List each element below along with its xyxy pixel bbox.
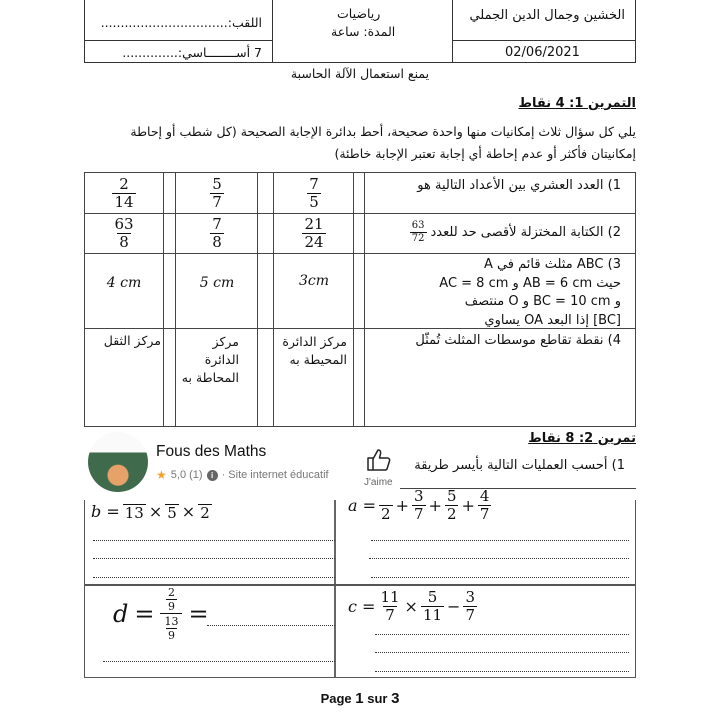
divider	[85, 40, 272, 41]
expression-a: a = 2 + $\frac{3}{7}$ + $\frac{5}{2}$ + $\frac{4}{7}$	[348, 486, 490, 523]
exercise1-instructions-2: إمكانيتان فأكثر أو عدم إحاطة أي إجابة تعتبر الإجابة خاطئة)	[334, 146, 636, 161]
divider	[452, 0, 453, 62]
page-name[interactable]: Fous des Maths	[156, 443, 267, 460]
school-name: الخشين وجمال الدين الجملي	[469, 8, 625, 23]
option-1b[interactable]: $\frac{5}{7}$	[212, 174, 222, 211]
exercise2-title: تمرين 2: 8 نقاط	[528, 431, 636, 446]
option-3b[interactable]: 5 cm	[199, 275, 235, 291]
page-number: Page 1 sur 3	[320, 690, 400, 707]
rating: 5,0 (1)	[170, 469, 203, 481]
like-label[interactable]: J'aime	[364, 477, 393, 488]
option-1c[interactable]: $\frac{2}{14}$	[114, 174, 134, 211]
answer-line[interactable]	[375, 652, 629, 653]
exercise1-title: التمرين 1: 4 نقاط	[518, 96, 636, 111]
option-3c[interactable]: 4 cm	[106, 275, 142, 291]
option-2a[interactable]: $\frac{21}{24}$	[304, 214, 324, 251]
surname-label: اللقب:................................	[100, 15, 262, 30]
answer-line[interactable]	[103, 661, 335, 662]
exercise1-instructions-1: يلي كل سؤال ثلاث إمكانيات منها واحدة صحيحة، أحط بدائرة الإجابة الصحيحة (كل شطب أو إحاطة	[130, 124, 636, 139]
page-meta	[156, 468, 329, 482]
question-3: 3) ABC مثلث قائم في A حيث AB = 6 cm و AC = 8 cm و BC = 10 cm و O منتصف [BC] إذا البعد OA يساوي	[439, 257, 621, 328]
answer-line[interactable]	[375, 671, 629, 672]
answer-line[interactable]	[369, 558, 629, 559]
answer-line[interactable]	[93, 558, 335, 559]
expression-d: d = $\frac{\frac{2}{9}}{\frac{13}{9}}$ =	[113, 586, 209, 642]
option-3a[interactable]: 3cm	[298, 273, 330, 289]
answer-line[interactable]	[371, 577, 629, 578]
divider	[452, 40, 635, 41]
page-avatar[interactable]	[88, 432, 148, 492]
category: · Site internet éducatif	[221, 469, 329, 481]
duration: المدة: ساعة	[331, 24, 396, 39]
option-4a[interactable]: مركز الدائرة المحيطة به	[282, 334, 347, 367]
exam-date: 02/06/2021	[505, 45, 580, 60]
answer-line[interactable]	[375, 634, 629, 635]
divider	[272, 0, 273, 62]
exercise2-question1: 1) أحسب العمليات التالية بأيسر طريقة	[414, 458, 625, 473]
expression-b: b = 13 × 5 × 2	[91, 502, 210, 522]
header-table	[84, 0, 636, 63]
option-4b[interactable]: مركز الدائرة المحاطة به	[181, 334, 239, 385]
subject: رياضيات	[337, 6, 381, 21]
answer-line[interactable]	[93, 577, 335, 578]
mcq-table	[84, 172, 636, 427]
option-1a[interactable]: $\frac{7}{5}$	[309, 174, 319, 211]
option-2b[interactable]: $\frac{7}{8}$	[212, 214, 222, 251]
option-2c[interactable]: $\frac{63}{8}$	[114, 214, 134, 251]
class-label: 7 أســــــــاسي:..............	[122, 45, 262, 60]
info-icon[interactable]: i	[207, 470, 218, 481]
question-1: 1) العدد العشري بين الأعداد التالية هو	[417, 178, 621, 193]
question-4: 4) نقطة تقاطع موسطات المثلث تُمثّل	[415, 333, 621, 348]
question-2: 2) الكتابة المختزلة لأقصى حد للعدد $\frac{63}{72}$	[411, 220, 621, 244]
calc-table	[84, 486, 636, 678]
option-4c[interactable]: مركز الثقل	[103, 333, 161, 348]
answer-line[interactable]	[93, 540, 335, 541]
answer-line[interactable]	[371, 540, 629, 541]
expression-c: c = $\frac{11}{7}$ × $\frac{5}{11}$ − $\frac{3}{7}$	[348, 588, 475, 624]
like-icon[interactable]	[366, 448, 392, 472]
divider	[400, 426, 636, 427]
calculator-notice: يمنع استعمال الآلة الحاسبة	[290, 66, 430, 81]
star-icon: ★	[156, 468, 167, 482]
answer-line[interactable]	[207, 625, 335, 626]
